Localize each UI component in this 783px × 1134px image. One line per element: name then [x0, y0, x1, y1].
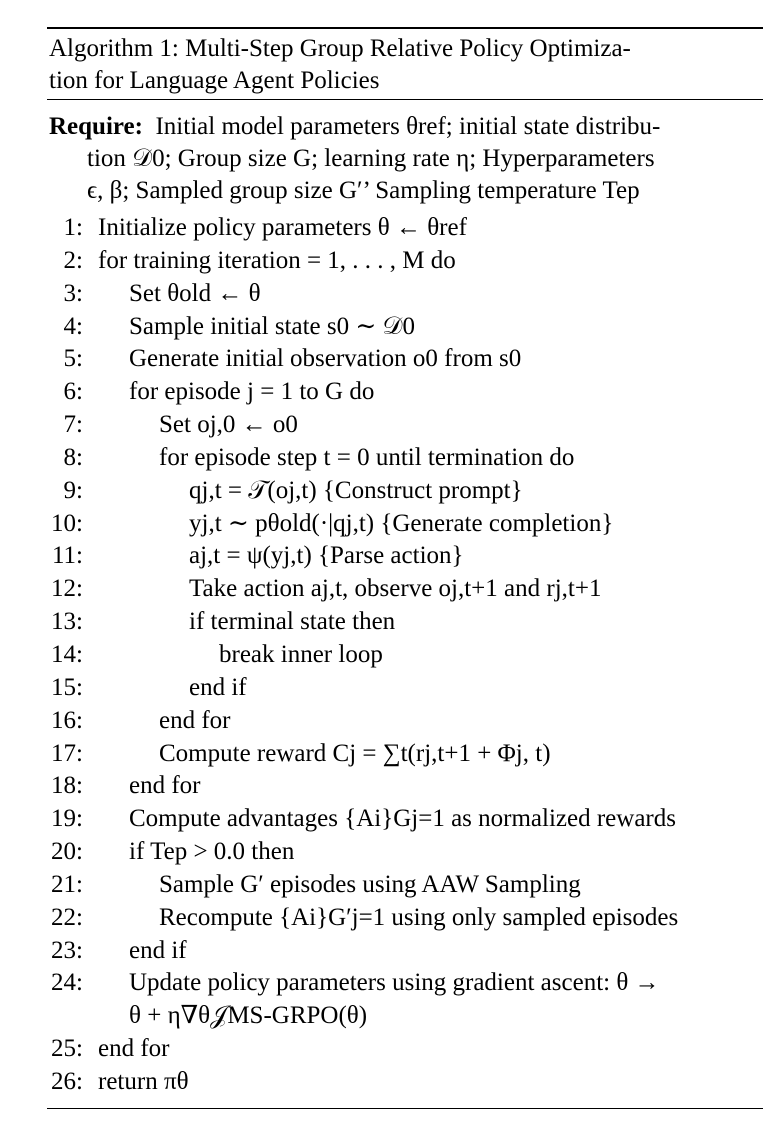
require-keyword: Require: — [49, 113, 143, 140]
algorithm-caption — [49, 33, 765, 97]
step-row — [0, 672, 783, 705]
line-number: 10: — [51, 509, 83, 537]
step-row — [0, 278, 783, 311]
step-text: end if — [129, 936, 187, 964]
step-text: break inner loop — [219, 640, 383, 668]
line-number: 1: — [63, 214, 83, 241]
step-row — [0, 1033, 783, 1066]
step-text: return πθ — [98, 1067, 189, 1095]
bottom-rule — [47, 1108, 763, 1109]
step-row — [0, 573, 783, 606]
step-row — [0, 1066, 783, 1099]
step-text: if Tep > 0.0 then — [129, 838, 295, 866]
step-text: Set θold ← θ — [129, 279, 261, 307]
line-number: 25: — [51, 1035, 83, 1063]
step-row — [0, 935, 783, 968]
step-row — [0, 639, 783, 672]
step-text: for episode j = 1 to G do — [129, 378, 375, 406]
caption-line-2: tion for Language Agent Policies — [49, 67, 380, 94]
step-text: Take action aj,t, observe oj,t+1 and rj,t+1 — [189, 575, 602, 603]
step-row — [0, 409, 783, 442]
step-text: Initialize policy parameters θ ← θref — [98, 214, 467, 241]
step-row — [0, 836, 783, 869]
step-text: end for — [129, 772, 201, 800]
step-row — [0, 869, 783, 902]
step-row — [0, 803, 783, 836]
step-text: end if — [189, 673, 247, 701]
step-row — [0, 902, 783, 935]
step-row — [0, 770, 783, 803]
line-number: 17: — [51, 739, 83, 767]
line-number: 21: — [51, 870, 83, 898]
step-text: Compute advantages {Ai}Gj=1 as normalized rewards — [129, 805, 676, 833]
step-row — [0, 245, 783, 278]
step-text: for training iteration = 1, . . . , M do — [98, 246, 456, 274]
step-text: for episode step t = 0 until termination do — [159, 443, 575, 471]
require-line-3: ϵ, β; Sampled group size G′’ Sampling temperature Tep — [87, 177, 640, 204]
step-text: end for — [159, 706, 231, 734]
line-number: 16: — [51, 706, 83, 734]
caption-line-1: Algorithm 1: Multi-Step Group Relative Policy Optimiza- — [49, 35, 631, 62]
require-block — [49, 111, 765, 207]
step-text: end for — [98, 1035, 170, 1063]
step-row — [0, 1000, 783, 1033]
algorithm-steps — [0, 212, 783, 1099]
line-number: 18: — [51, 772, 83, 800]
step-text: if terminal state then — [189, 608, 396, 636]
step-row — [0, 508, 783, 541]
line-number: 23: — [51, 936, 83, 964]
caption-rule — [47, 99, 763, 100]
line-number: 15: — [51, 673, 83, 701]
line-number: 26: — [51, 1067, 83, 1095]
step-text: θ + η∇θ𝒥MS-GRPO(θ) — [129, 1002, 368, 1030]
line-number: 2: — [63, 246, 83, 274]
step-row — [0, 311, 783, 344]
require-text-1: Initial model parameters θref; initial state distribu- — [155, 113, 661, 140]
step-row — [0, 738, 783, 771]
step-row — [0, 442, 783, 475]
step-text: Recompute {Ai}G′j=1 using only sampled episodes — [159, 903, 679, 931]
top-rule — [47, 27, 763, 29]
step-text: Compute reward Cj = ∑t(rj,t+1 + Φj, t) — [159, 739, 551, 767]
require-line-2: tion 𝒟0; Group size G; learning rate η; Hyperparameters — [87, 145, 655, 172]
line-number: 19: — [51, 805, 83, 833]
line-number: 7: — [63, 411, 83, 439]
line-number: 8: — [63, 443, 83, 471]
line-number: 4: — [63, 312, 83, 340]
line-number: 24: — [51, 969, 83, 997]
line-number: 3: — [63, 279, 83, 307]
step-text: Generate initial observation o0 from s0 — [129, 345, 522, 373]
step-row — [0, 475, 783, 508]
line-number: 11: — [51, 542, 83, 570]
step-text: Set oj,0 ← o0 — [159, 411, 298, 439]
step-row — [0, 212, 783, 245]
step-text: Sample G′ episodes using AAW Sampling — [159, 870, 581, 898]
step-row — [0, 705, 783, 738]
step-text: qj,t = 𝒯(oj,t) {Construct prompt} — [189, 476, 523, 504]
line-number: 14: — [51, 640, 83, 668]
line-number: 22: — [51, 903, 83, 931]
line-number: 6: — [63, 378, 83, 406]
step-row — [0, 376, 783, 409]
line-number: 12: — [51, 575, 83, 603]
line-number: 13: — [51, 608, 83, 636]
line-number: 5: — [63, 345, 83, 373]
require-line-1 — [49, 111, 765, 143]
step-text: Sample initial state s0 ∼ 𝒟0 — [129, 312, 416, 340]
line-number: 9: — [63, 476, 83, 504]
step-text: aj,t = ψ(yj,t) {Parse action} — [189, 542, 464, 570]
step-text: yj,t ∼ pθold(·|qj,t) {Generate completion} — [189, 509, 614, 537]
line-number: 20: — [51, 838, 83, 866]
step-row — [0, 967, 783, 1000]
step-row — [0, 343, 783, 376]
step-row — [0, 540, 783, 573]
step-row — [0, 606, 783, 639]
step-text: Update policy parameters using gradient ascent: θ → — [129, 969, 660, 997]
